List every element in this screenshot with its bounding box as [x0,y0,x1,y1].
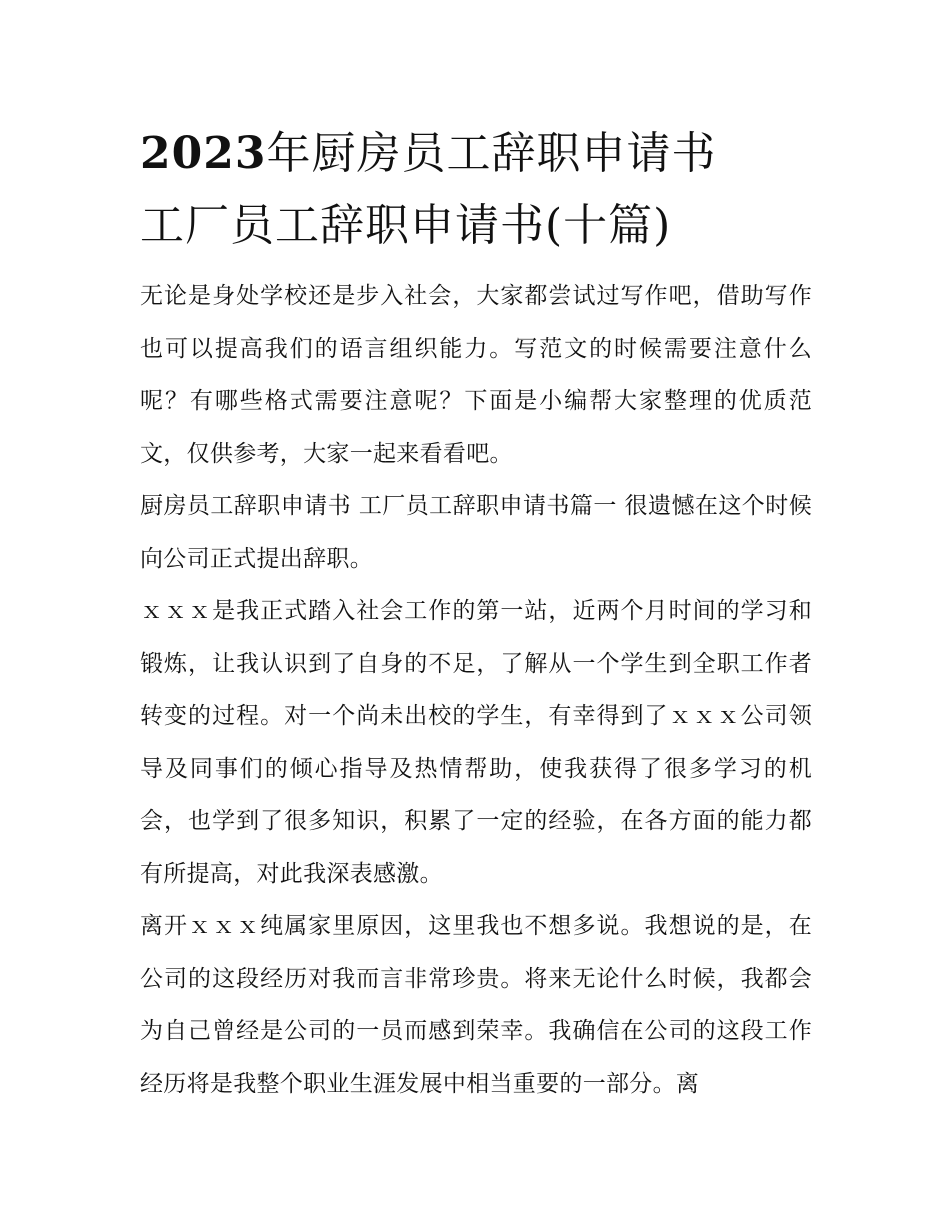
document-title-line-1 [140,118,812,190]
paragraph-intro: 无论是身处学校还是步入社会，大家都尝试过写作吧，借助写作也可以提高我们的语言组织能力。写范文的时候需要注意什么呢？有哪些格式需要注意呢？下面是小编帮大家整理的优质范文，仅供参考，大家一起来看看吧。 [140,283,812,467]
paragraph-3: 离开ｘｘｘ纯属家里原因，这里我也不想多说。我想说的是，在公司的这段经历对我而言非常珍贵。将来无论什么时候，我都会为自己曾经是公司的一员而感到荣幸。我确信在公司的这段工作经历将是我整个职业生涯发展中相当重要的一部分。离 [140,913,812,1097]
document-body [140,270,812,1110]
title-line-1-text: 年厨房员工辞职申请书 [266,128,717,179]
title-year: 2023 [140,128,267,179]
paragraph-1: 厨房员工辞职申请书 工厂员工辞职申请书篇一 很遗憾在这个时候向公司正式提出辞职。 [140,493,812,572]
document-title-line-2: 工厂员工辞职申请书(十篇) [140,200,672,251]
paragraph-2: ｘｘｘ是我正式踏入社会工作的第一站，近两个月时间的学习和锻炼，让我认识到了自身的不足，了解从一个学生到全职工作者转变的过程。对一个尚未出校的学生，有幸得到了ｘｘｘ公司领导及同事们的倾心指导及热情帮助，使我获得了很多学习的机会，也学到了很多知识，积累了一定的经验，在各方面的能力都有所提高，对此我深表感激。 [140,598,812,887]
document-page [140,118,812,1110]
